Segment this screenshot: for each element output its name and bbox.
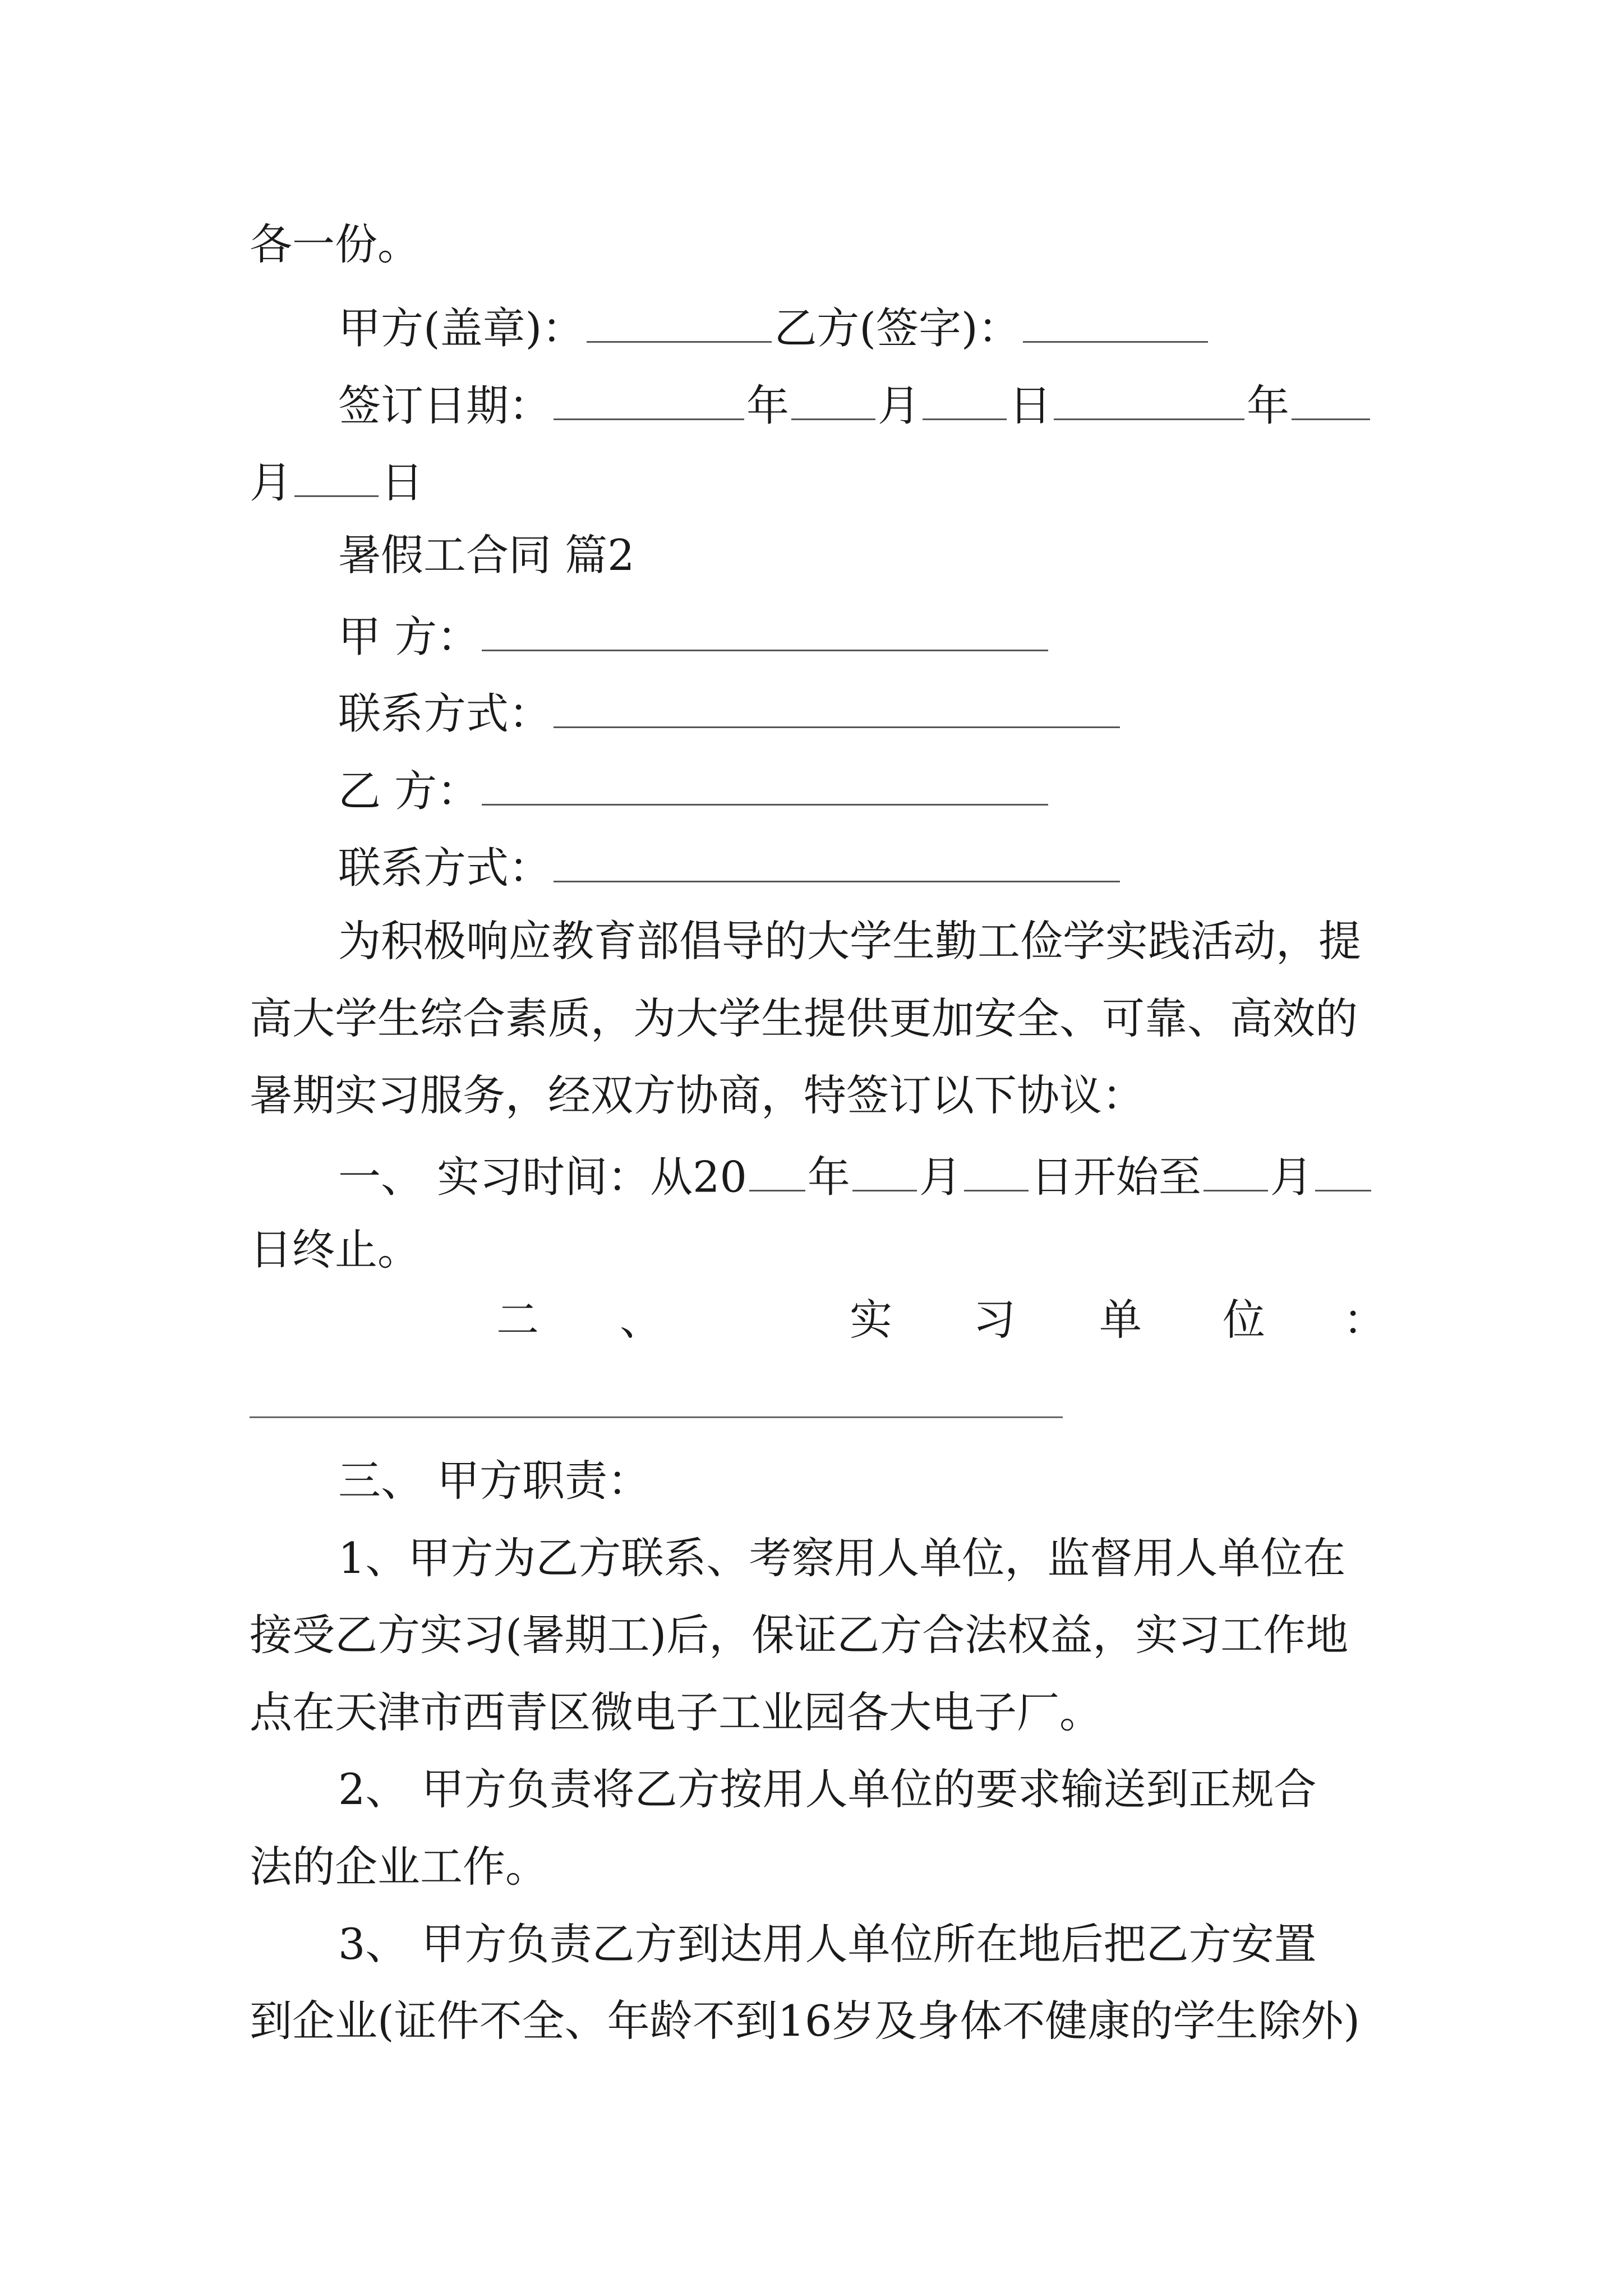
party-b-label: 乙 方： (338, 766, 480, 816)
clause-2-blank (250, 1416, 1063, 1418)
day-blank-4 (1315, 1152, 1371, 1191)
clause-2-char: 、 (620, 1295, 662, 1345)
party-a-line (338, 611, 1050, 662)
clause-2-char: 位 (1223, 1295, 1265, 1345)
party-b-sign-blank (1023, 303, 1208, 343)
party-b-sign-label: 乙方(签字)： (774, 303, 1021, 353)
item-3-line-2: 到企业(证件不全、年龄不到16岁及身体不健康的学生除外) (250, 1996, 1361, 2046)
year-unit: 年 (746, 380, 789, 431)
year-blank-3 (749, 1152, 805, 1191)
year-blank-2 (1054, 380, 1244, 420)
contact-label-2: 联系方式： (338, 843, 551, 893)
party-b-blank (482, 766, 1048, 806)
sign-date-line (338, 380, 1372, 431)
year-unit-2: 年 (1247, 380, 1289, 431)
preamble-line-1: 为积极响应教育部倡导的大学生勤工俭学实践活动，提 (338, 916, 1361, 966)
text-line: 各一份。 (250, 219, 420, 269)
clause-1-prefix: 一、 实习时间：从20 (338, 1152, 747, 1202)
year-unit-3: 年 (807, 1152, 850, 1202)
preamble-line-3: 暑期实习服务，经双方协商，特签订以下协议： (250, 1070, 1145, 1120)
clause-1-start: 日开始至 (1030, 1152, 1201, 1202)
party-a-seal-label: 甲方(盖章)： (338, 303, 585, 353)
party-a-seal-blank (587, 303, 772, 343)
clause-2-char: 习 (973, 1295, 1016, 1345)
item-1-line-2: 接受乙方实习(暑期工)后，保证乙方合法权益，实习工作地 (250, 1610, 1349, 1660)
party-a-contact-line (338, 688, 1122, 739)
year-blank (554, 380, 744, 420)
clause-2-char: 二 (496, 1295, 539, 1345)
sign-date-label: 签订日期： (338, 380, 551, 431)
item-2-line-2: 法的企业工作。 (250, 1842, 548, 1892)
day-unit-2: 日 (381, 457, 423, 508)
day-blank (923, 380, 1007, 420)
month-blank (791, 380, 875, 420)
clause-3-heading: 三、 甲方职责： (338, 1456, 651, 1506)
contact-label: 联系方式： (338, 688, 551, 739)
contact-blank-2 (554, 843, 1120, 882)
clause-2-char: ： (1343, 1295, 1386, 1345)
party-a-label: 甲 方： (338, 611, 480, 662)
item-1-line-3: 点在天津市西青区微电子工业园各大电子厂。 (250, 1687, 1102, 1737)
clause-1-end: 日终止。 (250, 1225, 420, 1274)
party-b-contact-line (338, 843, 1122, 893)
clause-1-line (338, 1152, 1373, 1202)
item-1-line-1: 1、甲方为乙方联系、考察用人单位，监督用人单位在 (338, 1533, 1346, 1583)
item-2-line-1: 2、 甲方负责将乙方按用人单位的要求输送到正规合 (338, 1764, 1317, 1814)
preamble-line-2: 高大学生综合素质，为大学生提供更加安全、可靠、高效的 (250, 993, 1358, 1043)
clause-2-char: 实 (850, 1295, 892, 1345)
section-title: 暑假工合同 篇2 (338, 530, 635, 580)
day-blank-3 (964, 1152, 1029, 1191)
party-b-line (338, 766, 1050, 816)
month-blank-3 (852, 1152, 917, 1191)
month-unit-2: 月 (250, 457, 292, 508)
month-unit-4: 月 (1270, 1152, 1313, 1202)
signature-line (338, 303, 1210, 353)
month-blank-2 (1292, 380, 1370, 420)
day-unit: 日 (1009, 380, 1052, 431)
day-blank-2 (294, 457, 379, 497)
month-unit: 月 (878, 380, 920, 431)
clause-2-char: 单 (1099, 1295, 1142, 1345)
party-a-blank (482, 611, 1048, 651)
month-unit-3: 月 (919, 1152, 962, 1202)
item-3-line-1: 3、 甲方负责乙方到达用人单位所在地后把乙方安置 (338, 1919, 1317, 1969)
month-blank-4 (1204, 1152, 1268, 1191)
contact-blank (554, 688, 1120, 728)
sign-date-line-cont (250, 457, 423, 508)
